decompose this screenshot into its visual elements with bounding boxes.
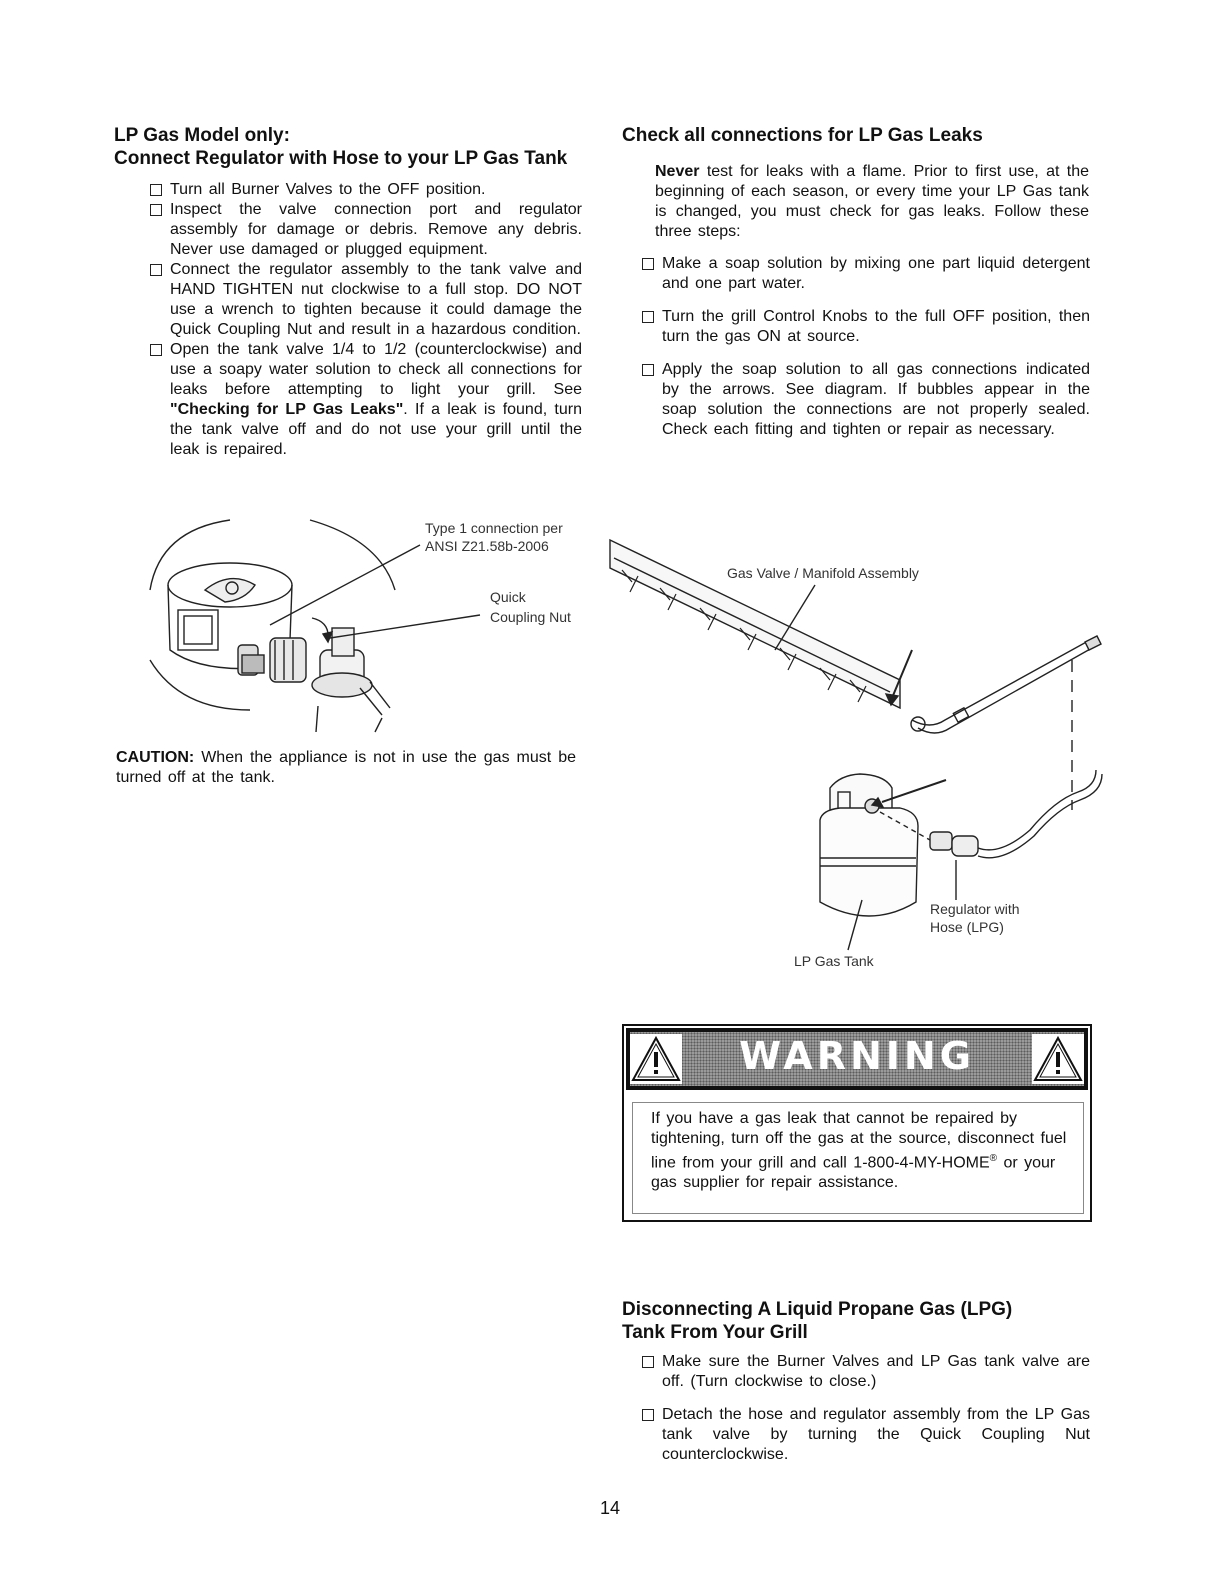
checkbox-icon <box>642 311 654 323</box>
warning-banner <box>626 1028 1088 1090</box>
left-title-line2: Connect Regulator with Hose to your LP Gas Tank <box>114 148 568 169</box>
warning-heading: WARNING <box>739 1034 975 1078</box>
checkbox-icon <box>150 184 162 196</box>
warning-text: If you have a gas leak that cannot be repaired by tightening, turn off the gas at the source, disconnect fuel line from your grill and call 1-800-4-MY-HOME® or your gas supplier for repair assistance. <box>632 1102 1084 1214</box>
regulator-steps <box>136 180 582 460</box>
checkbox-icon <box>150 264 162 276</box>
label-quick-line1: Quick <box>490 589 526 605</box>
disconnect-steps <box>628 1352 1090 1478</box>
warning-box <box>622 1024 1092 1222</box>
checkbox-icon <box>642 1356 654 1368</box>
leak-check-steps <box>628 254 1090 453</box>
checkbox-icon <box>150 344 162 356</box>
caution-text: When the appliance is not in use the gas must be turned off at the tank. <box>116 749 576 786</box>
label-tank: LP Gas Tank <box>794 953 874 969</box>
disconnect-title-line1: Disconnecting A Liquid Propane Gas (LPG) <box>622 1299 1013 1320</box>
leaks-intro <box>655 162 1089 242</box>
checkbox-icon <box>150 204 162 216</box>
list-item: Make sure the Burner Valves and LP Gas tank valve are off. (Turn clockwise to close.) <box>628 1352 1090 1392</box>
label-type1-line2: ANSI Z21.58b-2006 <box>425 538 549 554</box>
disconnect-title-line2: Tank From Your Grill <box>622 1322 808 1343</box>
disconnect-section <box>622 1298 1092 1344</box>
list-item: Connect the regulator assembly to the tank valve and HAND TIGHTEN nut clockwise to a full stop. DO NOT use a wrench to tighten because it could damage the Quick Coupling Nut and result in a hazardous condition. <box>136 260 582 340</box>
leaks-intro-text: test for leaks with a flame. Prior to first use, at the beginning of each season, or every time your LP Gas tank is changed, you must check for gas leaks. Follow these three steps: <box>655 163 1089 240</box>
label-regulator-line2: Hose (LPG) <box>930 919 1004 935</box>
label-regulator-line1: Regulator with <box>930 901 1020 917</box>
left-section <box>114 124 604 170</box>
leaks-intro-bold: Never <box>655 163 700 180</box>
registered-mark: ® <box>989 1153 998 1164</box>
checkbox-icon <box>642 1409 654 1421</box>
label-type1-line1: Type 1 connection per <box>425 520 563 536</box>
page-number: 14 <box>600 1498 621 1518</box>
list-item: Open the tank valve 1/4 to 1/2 (counterclockwise) and use a soapy water solution to check all connections for leaks before attempting to light your grill. See "Checking for LP Gas Leaks". If a leak is found, turn the tank valve off and do not use your grill until the leak is repaired. <box>136 340 582 460</box>
list-item: Inspect the valve connection port and regulator assembly for damage or debris. Remove any debris. Never use damaged or plugged equipment. <box>136 200 582 260</box>
checkbox-icon <box>642 364 654 376</box>
label-manifold: Gas Valve / Manifold Assembly <box>727 565 919 581</box>
caution-label: CAUTION: <box>116 749 195 766</box>
checkbox-icon <box>642 258 654 270</box>
list-item: Turn all Burner Valves to the OFF position. <box>136 180 582 200</box>
list-item: Make a soap solution by mixing one part liquid detergent and one part water. <box>628 254 1090 294</box>
list-item: Apply the soap solution to all gas connections indicated by the arrows. See diagram. If bubbles appear in the soap solution the connections are not properly sealed. Check each fitting and tighten or repair as necessary. <box>628 360 1090 440</box>
list-item: Turn the grill Control Knobs to the full OFF position, then turn the gas ON at source. <box>628 307 1090 347</box>
caution-note <box>116 748 576 788</box>
left-title-line1: LP Gas Model only: <box>114 125 290 146</box>
label-quick-line2: Coupling Nut <box>490 609 571 625</box>
regulator-connection-diagram <box>120 510 600 740</box>
leaks-title: Check all connections for LP Gas Leaks <box>622 125 983 146</box>
warning-triangle-icon <box>1032 1034 1084 1084</box>
gas-connections-diagram <box>600 530 1110 980</box>
list-item: Detach the hose and regulator assembly from the LP Gas tank valve by turning the Quick Coupling Nut counterclockwise. <box>628 1405 1090 1465</box>
